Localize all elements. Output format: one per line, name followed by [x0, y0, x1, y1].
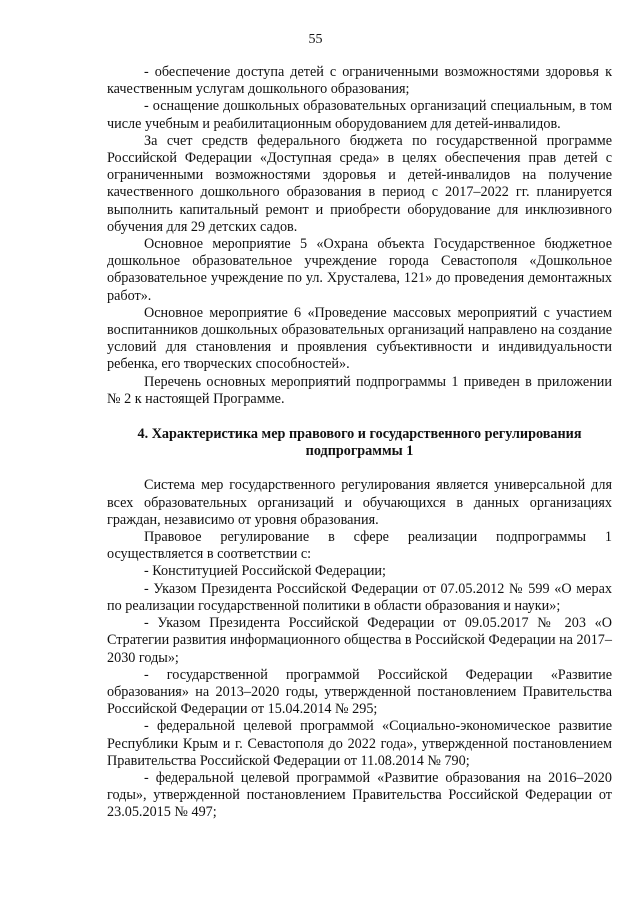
list-item-state-program: - государственной программой Российской Федерации «Развитие образования» на 2013–2020 годы, утвержденной постановлением Правительства Российской Федерации от 15.04.2014 № 295;: [107, 666, 612, 718]
page-number: 55: [308, 32, 323, 47]
list-item-constitution: - Конституцией Российской Федерации;: [144, 563, 386, 580]
paragraph-federal-budget: За счет средств федерального бюджета по государственной программе Российской Федерации «Доступная среда» в целях обеспечения прав детей с ограниченными возможностями здоровья и детей-инвалидов на получение качественного дошкольного образования в период с 2017–2022 гг. планируется выполнить капитальный ремонт и приобрести оборудование для инклюзивного обучения для 29 детских садов.: [107, 132, 612, 235]
list-item-crimea-program: - федеральной целевой программой «Социально-экономическое развитие Республики Крым и г. Севастополя до 2022 года», утвержденной постановлением Правительства Российской Федерации от 11.08.2014 № 790;: [107, 718, 612, 769]
paragraph-access: - обеспечение доступа детей с ограниченными возможностями здоровья к качественным услугам дошкольного образования;: [107, 64, 612, 98]
list-item-decree-599: - Указом Президента Российской Федерации от 07.05.2012 № 599 «О мерах по реализации государственной политики в области образования и науки»;: [107, 580, 612, 614]
paragraph-regulation-system: Система мер государственного регулирования является универсальной для всех образовательных организаций и обучающихся в данных организациях граждан, независимо от уровня образования.: [107, 477, 612, 528]
paragraph-legal-regulation: Правовое регулирование в сфере реализации подпрограммы 1 осуществляется в соответствии с:: [107, 529, 612, 563]
paragraph-measure-6: Основное мероприятие 6 «Проведение массовых мероприятий с участием воспитанников дошкольных образовательных организаций направлено на создание условий для становления и проявления субъективности и индивидуальности ребенка, его творческих способностей».: [107, 304, 612, 373]
list-item-decree-203: - Указом Президента Российской Федерации от 09.05.2017 № 203 «О Стратегии развития информационного общества в Российской Федерации на 2017–2030 годы»;: [107, 615, 612, 666]
list-item-education-program: - федеральной целевой программой «Развитие образования на 2016–2020 годы», утвержденной постановлением Правительства Российской Федерации от 23.05.2015 № 497;: [107, 769, 612, 821]
paragraph-measures-list: Перечень основных мероприятий подпрограммы 1 приведен в приложении № 2 к настоящей Программе.: [107, 373, 612, 407]
paragraph-measure-5: Основное мероприятие 5 «Охрана объекта Государственное бюджетное дошкольное образовательное учреждение города Севастополя «Дошкольное образовательное учреждение по ул. Хрусталева, 121» до проведения демонтажных работ».: [107, 236, 612, 304]
section-heading: 4. Характеристика мер правового и государственного регулирования подпрограммы 1: [137, 426, 582, 460]
document-body: [107, 64, 612, 822]
paragraph-equipment: - оснащение дошкольных образовательных организаций специальным, в том числе учебным и реабилитационным оборудованием для детей-инвалидов.: [107, 98, 612, 132]
